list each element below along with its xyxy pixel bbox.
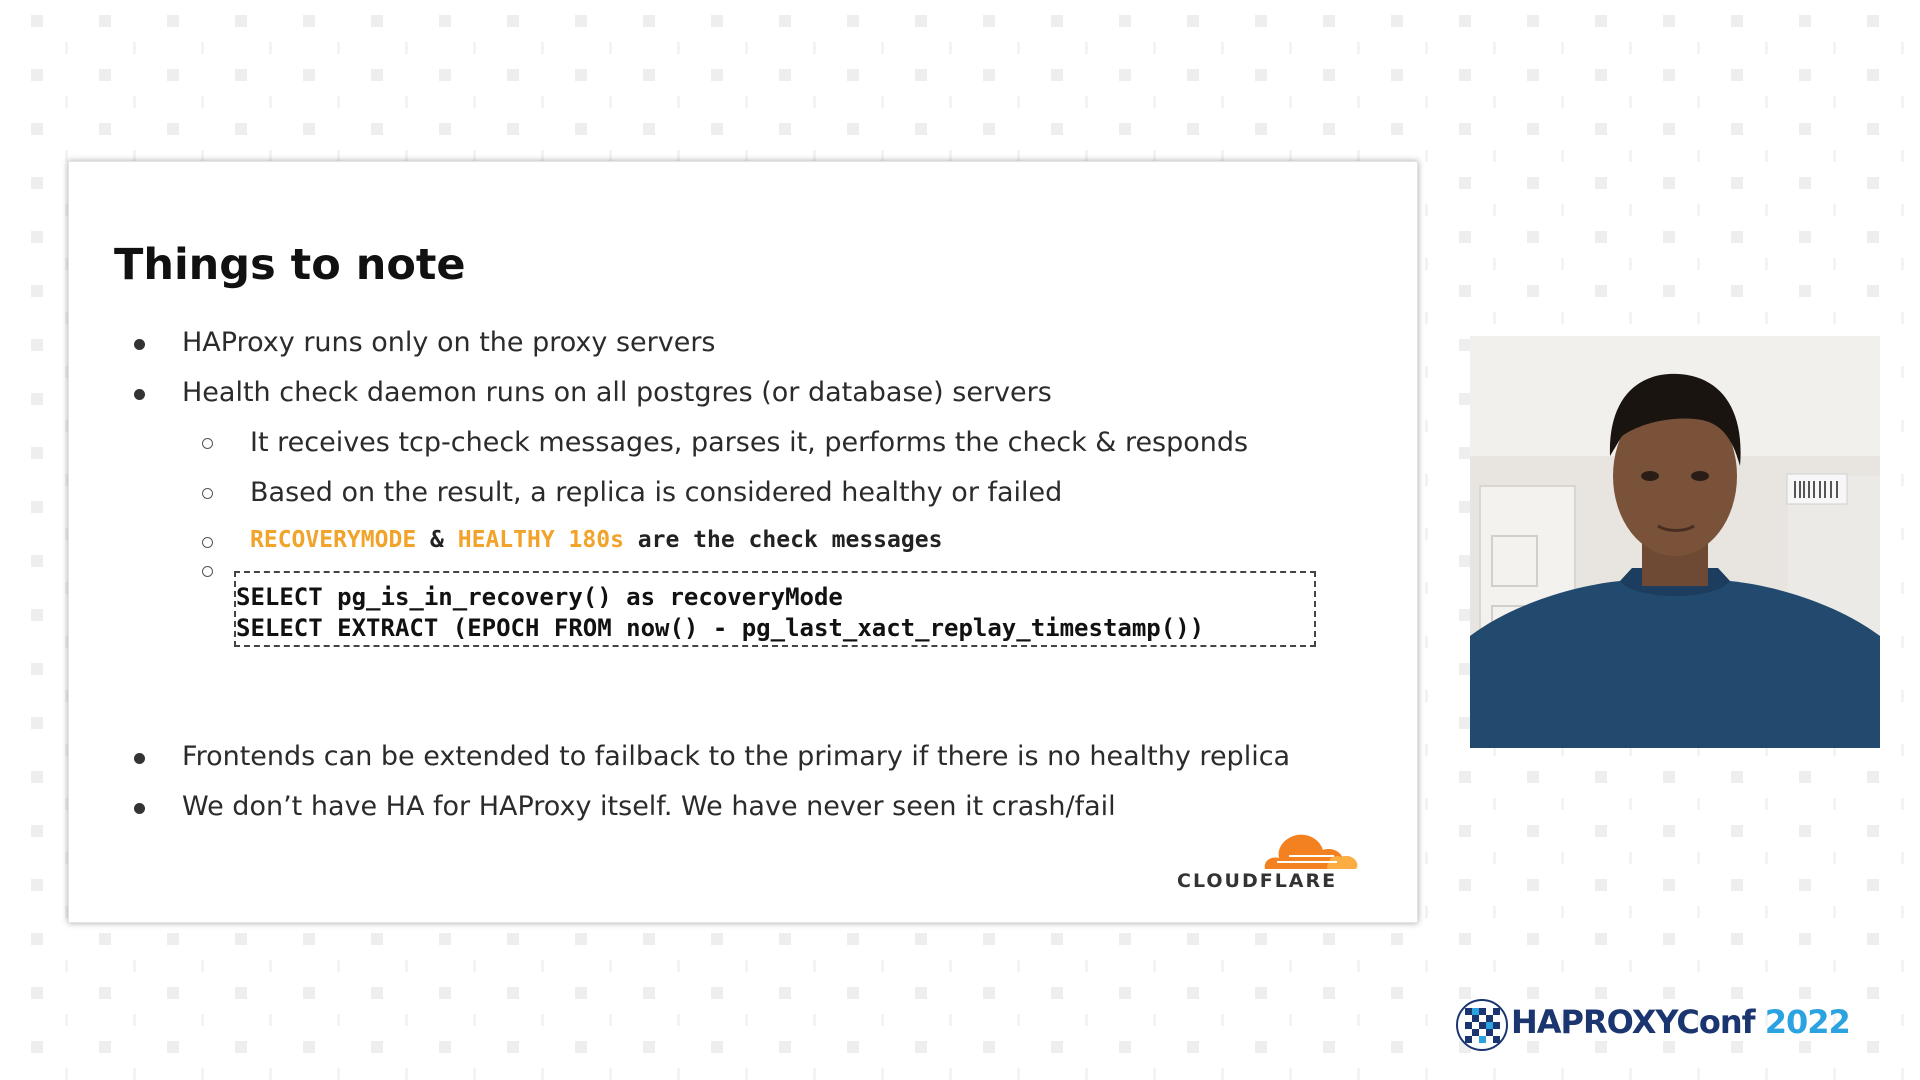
bullet-item: Frontends can be extended to failback to the primary if there is no healthy replica: [182, 741, 1291, 772]
haproxy-globe-icon: [1455, 998, 1509, 1052]
bullet-dot: [134, 803, 145, 814]
slide-title: Things to note: [114, 240, 466, 290]
bullet-item: Health check daemon runs on all postgres (or database) servers: [182, 377, 1052, 408]
sql-code-line: SELECT pg_is_in_recovery() as recoveryMode: [236, 583, 843, 611]
sub-bullet-circle: [202, 537, 213, 548]
sub-bullet-circle: [202, 438, 213, 449]
sub-bullet-item: Based on the result, a replica is considered healthy or failed: [250, 477, 1063, 508]
bullet-dot: [134, 339, 145, 350]
haproxyconf-brand: HAPROXYConf: [1511, 1003, 1755, 1041]
healthy-keyword: HEALTHY 180s: [457, 527, 624, 553]
cloudflare-logo-text: CLOUDFLARE: [1177, 870, 1338, 892]
check-messages-suffix: are the check messages: [637, 527, 943, 553]
recoverymode-keyword: RECOVERYMODE: [250, 527, 417, 553]
sql-code-box: [234, 571, 1316, 647]
bullet-list: [69, 162, 1417, 922]
presentation-slide: [68, 161, 1418, 923]
bullet-dot: [134, 753, 145, 764]
sub-bullet-item: It receives tcp-check messages, parses it, performs the check & responds: [250, 427, 1249, 458]
bullet-item: HAProxy runs only on the proxy servers: [182, 327, 716, 358]
sub-bullet-circle: [202, 566, 213, 577]
sub-bullet-circle: [202, 488, 213, 499]
sql-code-line: SELECT EXTRACT (EPOCH FROM now() - pg_last_xact_replay_timestamp()): [236, 614, 1205, 642]
haproxyconf-logo-text: [1511, 1003, 1850, 1041]
presenter-image: [1470, 336, 1880, 748]
cloudflare-logo: [1177, 825, 1367, 895]
bullet-item: We don’t have HA for HAProxy itself. We have never seen it crash/fail: [182, 791, 1116, 822]
haproxyconf-year: 2022: [1764, 1003, 1850, 1041]
ampersand: &: [430, 527, 444, 553]
presenter-webcam-video: [1470, 336, 1880, 748]
cloudflare-cloud-icon: [1177, 825, 1367, 875]
check-messages-line: [250, 527, 942, 553]
haproxyconf-logo: [1455, 995, 1855, 1055]
bullet-dot: [134, 389, 145, 400]
